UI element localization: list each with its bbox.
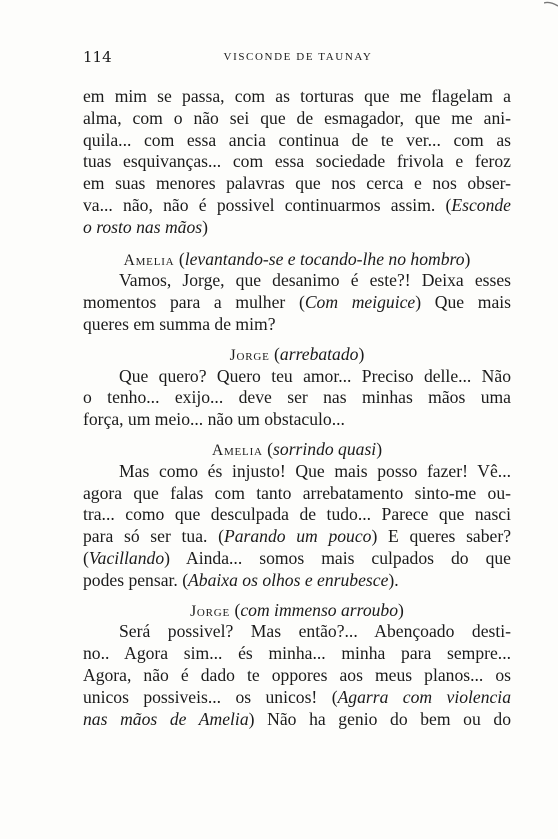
text-line: o tenho... exijo... deve ser nas minhas mãos uma	[83, 387, 511, 408]
stage-direction: Vacillando	[88, 547, 165, 568]
text-line: Agora, não é dado te oppores aos meus planos... os	[83, 664, 511, 685]
text-run: )	[358, 343, 365, 364]
speaker-heading	[83, 439, 511, 461]
text-run: ) Ainda... somos mais culpados do que	[164, 547, 511, 568]
text-line	[83, 217, 511, 239]
text-line	[83, 687, 511, 709]
page-header	[83, 48, 513, 68]
stage-direction: Abaixa os olhos e enrubesce	[188, 569, 389, 590]
text-run: (	[269, 343, 280, 364]
text-line: Que quero? Quero teu amor... Preciso delle... Não	[119, 365, 511, 386]
text-run: unicos possiveis... os unicos! (	[83, 686, 338, 707]
stage-direction: nas mãos de Amelia	[83, 708, 249, 729]
stage-direction: com immenso arroubo	[240, 599, 399, 620]
text-run: momentos para a mulher (	[83, 292, 305, 313]
text-run: (	[262, 438, 274, 459]
text-run: )	[464, 248, 471, 269]
text-run: )	[202, 216, 208, 237]
speaker-heading	[83, 600, 511, 622]
text-line: tuas esquivanças... com essa sociedade frivola e feroz	[83, 151, 511, 172]
stage-direction: Parando um pouco	[223, 526, 372, 547]
stage-direction: Agarra com violencia	[337, 686, 511, 707]
text-line	[83, 548, 511, 570]
text-line: Mas como és injusto! Que mais posso fazer! Vê...	[119, 460, 511, 481]
text-run: podes pensar. (	[83, 569, 189, 590]
speaker-heading	[83, 344, 511, 366]
text-run: )	[376, 438, 383, 459]
page-number: 114	[83, 48, 112, 66]
text-run: va... não, não é possivel continuarmos assim. (	[83, 194, 452, 215]
text-line: Vamos, Jorge, que desanimo é este?! Deixa esses	[119, 270, 511, 291]
text-line: em suas menores palavras que nos cerca e nos obser-	[83, 173, 511, 194]
stage-direction: Esconde	[451, 194, 511, 215]
text-line	[83, 195, 511, 217]
speaker-name: Jorge	[190, 602, 231, 620]
text-line: em mim se passa, com as torturas que me flagelam a	[83, 86, 511, 106]
speaker-name: Amelia	[211, 441, 263, 459]
text-run: )	[398, 599, 404, 620]
text-run: ).	[388, 569, 399, 590]
speaker-heading	[83, 249, 511, 271]
text-line: no.. Agora sim... és minha... minha para sempre...	[83, 643, 511, 664]
text-line	[83, 526, 511, 548]
text-line: força, um meio... não um obstaculo...	[83, 409, 345, 430]
text-line: queres em summa de mim?	[83, 313, 276, 334]
stage-direction: levantando-se e tocando-lhe no hombro	[184, 248, 465, 269]
text-line: quila... com essa ancia continua de te ver... com as	[83, 129, 511, 150]
speaker-name: Jorge	[229, 346, 270, 364]
running-head: VISCONDE DE TAUNAY	[223, 51, 373, 63]
text-line	[83, 709, 511, 731]
text-line: tra... como que desculpada de tudo... Parece que nasci	[83, 504, 511, 525]
text-run: ) Não ha genio do bem ou do	[248, 708, 511, 729]
page-body	[83, 86, 511, 730]
stage-direction: sorrindo quasi	[273, 438, 377, 459]
stage-direction: Com meiguice	[304, 292, 416, 313]
text-run: para só ser tua. (	[83, 526, 224, 547]
stage-direction: arrebatado	[279, 343, 359, 364]
text-run: ) E queres saber?	[371, 526, 511, 547]
text-line	[83, 570, 511, 592]
text-line	[83, 292, 511, 314]
speaker-name: Amelia	[123, 251, 175, 269]
corner-ink-mark	[544, 0, 558, 8]
text-line: Será possivel? Mas então?... Abençoado desti-	[119, 621, 511, 642]
stage-direction: o rosto nas mãos	[83, 216, 203, 237]
text-run: (	[230, 599, 241, 620]
text-line: agora que falas com tanto arrebatamento sinto-me ou-	[83, 482, 511, 503]
text-run: (	[174, 248, 185, 269]
text-line: alma, com o não sei que de esmagador, que me ani-	[83, 107, 511, 128]
text-run: ) Que mais	[415, 292, 511, 313]
text-run: (	[83, 547, 89, 568]
